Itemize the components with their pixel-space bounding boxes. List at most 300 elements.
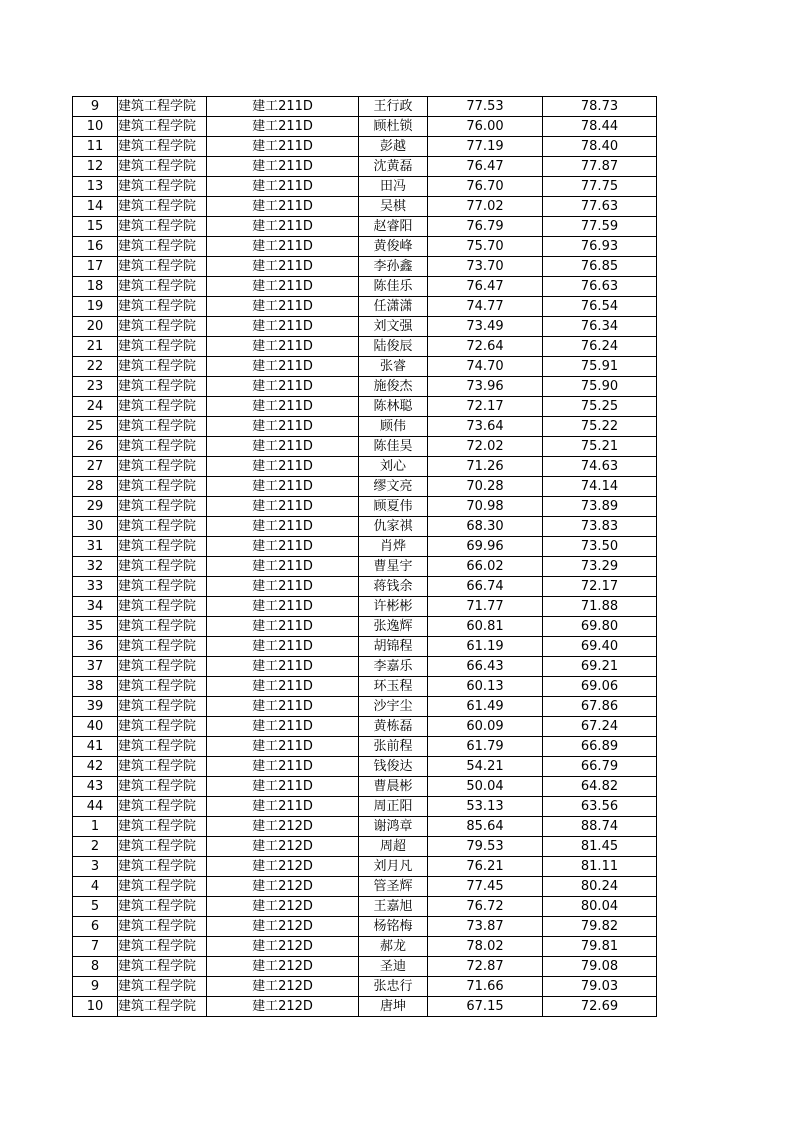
college-cell: 建筑工程学院 <box>118 517 207 537</box>
table-row <box>73 277 657 297</box>
row-number: 16 <box>73 237 118 257</box>
college-cell: 建筑工程学院 <box>118 837 207 857</box>
table-row <box>73 397 657 417</box>
class-cell: 建工211D <box>207 217 359 237</box>
student-name-cell: 周超 <box>359 837 428 857</box>
row-number: 21 <box>73 337 118 357</box>
table-row <box>73 497 657 517</box>
class-cell: 建工211D <box>207 617 359 637</box>
score-1-cell: 76.00 <box>428 117 543 137</box>
row-number: 30 <box>73 517 118 537</box>
score-1-cell: 61.49 <box>428 697 543 717</box>
table-row <box>73 697 657 717</box>
table-row <box>73 757 657 777</box>
class-cell: 建工211D <box>207 497 359 517</box>
student-name-cell: 张前程 <box>359 737 428 757</box>
score-1-cell: 54.21 <box>428 757 543 777</box>
score-2-cell: 78.40 <box>543 137 657 157</box>
row-number: 13 <box>73 177 118 197</box>
row-number: 42 <box>73 757 118 777</box>
score-1-cell: 66.43 <box>428 657 543 677</box>
class-cell: 建工212D <box>207 977 359 997</box>
table-row <box>73 817 657 837</box>
score-2-cell: 79.08 <box>543 957 657 977</box>
class-cell: 建工211D <box>207 677 359 697</box>
score-1-cell: 77.45 <box>428 877 543 897</box>
row-number: 28 <box>73 477 118 497</box>
table-row <box>73 617 657 637</box>
row-number: 22 <box>73 357 118 377</box>
class-cell: 建工211D <box>207 437 359 457</box>
score-2-cell: 77.59 <box>543 217 657 237</box>
score-2-cell: 76.24 <box>543 337 657 357</box>
student-name-cell: 张忠行 <box>359 977 428 997</box>
score-2-cell: 75.91 <box>543 357 657 377</box>
student-name-cell: 王嘉旭 <box>359 897 428 917</box>
class-cell: 建工211D <box>207 397 359 417</box>
score-2-cell: 79.81 <box>543 937 657 957</box>
row-number: 19 <box>73 297 118 317</box>
row-number: 7 <box>73 937 118 957</box>
score-2-cell: 73.29 <box>543 557 657 577</box>
score-2-cell: 79.03 <box>543 977 657 997</box>
score-1-cell: 53.13 <box>428 797 543 817</box>
college-cell: 建筑工程学院 <box>118 337 207 357</box>
score-2-cell: 79.82 <box>543 917 657 937</box>
student-name-cell: 蒋钱余 <box>359 577 428 597</box>
college-cell: 建筑工程学院 <box>118 357 207 377</box>
score-2-cell: 66.89 <box>543 737 657 757</box>
student-name-cell: 田冯 <box>359 177 428 197</box>
row-number: 10 <box>73 117 118 137</box>
student-name-cell: 张睿 <box>359 357 428 377</box>
score-2-cell: 76.85 <box>543 257 657 277</box>
class-cell: 建工212D <box>207 877 359 897</box>
college-cell: 建筑工程学院 <box>118 897 207 917</box>
college-cell: 建筑工程学院 <box>118 737 207 757</box>
class-cell: 建工211D <box>207 597 359 617</box>
student-name-cell: 张逸辉 <box>359 617 428 637</box>
class-cell: 建工211D <box>207 717 359 737</box>
college-cell: 建筑工程学院 <box>118 157 207 177</box>
student-name-cell: 施俊杰 <box>359 377 428 397</box>
college-cell: 建筑工程学院 <box>118 917 207 937</box>
student-name-cell: 顾夏伟 <box>359 497 428 517</box>
college-cell: 建筑工程学院 <box>118 317 207 337</box>
row-number: 9 <box>73 977 118 997</box>
college-cell: 建筑工程学院 <box>118 617 207 637</box>
table-row <box>73 557 657 577</box>
student-name-cell: 李孙鑫 <box>359 257 428 277</box>
table-row <box>73 597 657 617</box>
class-cell: 建工212D <box>207 857 359 877</box>
college-cell: 建筑工程学院 <box>118 457 207 477</box>
student-name-cell: 谢鸿章 <box>359 817 428 837</box>
class-cell: 建工211D <box>207 737 359 757</box>
table-row <box>73 377 657 397</box>
college-cell: 建筑工程学院 <box>118 397 207 417</box>
row-number: 15 <box>73 217 118 237</box>
table-row <box>73 897 657 917</box>
table-row <box>73 837 657 857</box>
table-row <box>73 117 657 137</box>
student-name-cell: 沙宇尘 <box>359 697 428 717</box>
row-number: 41 <box>73 737 118 757</box>
college-cell: 建筑工程学院 <box>118 257 207 277</box>
class-cell: 建工211D <box>207 237 359 257</box>
class-cell: 建工211D <box>207 517 359 537</box>
score-1-cell: 76.70 <box>428 177 543 197</box>
class-cell: 建工211D <box>207 797 359 817</box>
score-1-cell: 72.02 <box>428 437 543 457</box>
table-row <box>73 317 657 337</box>
score-1-cell: 76.47 <box>428 157 543 177</box>
score-1-cell: 60.81 <box>428 617 543 637</box>
row-number: 4 <box>73 877 118 897</box>
table-row <box>73 917 657 937</box>
row-number: 10 <box>73 997 118 1017</box>
score-2-cell: 75.25 <box>543 397 657 417</box>
table-row <box>73 457 657 477</box>
score-2-cell: 73.89 <box>543 497 657 517</box>
score-1-cell: 73.64 <box>428 417 543 437</box>
class-cell: 建工212D <box>207 837 359 857</box>
student-name-cell: 沈黄磊 <box>359 157 428 177</box>
class-cell: 建工211D <box>207 417 359 437</box>
row-number: 29 <box>73 497 118 517</box>
college-cell: 建筑工程学院 <box>118 637 207 657</box>
score-1-cell: 77.02 <box>428 197 543 217</box>
student-name-cell: 杨铭梅 <box>359 917 428 937</box>
row-number: 38 <box>73 677 118 697</box>
row-number: 3 <box>73 857 118 877</box>
college-cell: 建筑工程学院 <box>118 557 207 577</box>
table-row <box>73 157 657 177</box>
college-cell: 建筑工程学院 <box>118 297 207 317</box>
class-cell: 建工211D <box>207 97 359 117</box>
college-cell: 建筑工程学院 <box>118 137 207 157</box>
row-number: 34 <box>73 597 118 617</box>
score-2-cell: 77.63 <box>543 197 657 217</box>
student-name-cell: 陆俊辰 <box>359 337 428 357</box>
score-1-cell: 66.74 <box>428 577 543 597</box>
score-2-cell: 81.45 <box>543 837 657 857</box>
class-cell: 建工211D <box>207 757 359 777</box>
class-cell: 建工211D <box>207 357 359 377</box>
college-cell: 建筑工程学院 <box>118 97 207 117</box>
class-cell: 建工211D <box>207 577 359 597</box>
score-1-cell: 70.28 <box>428 477 543 497</box>
score-1-cell: 78.02 <box>428 937 543 957</box>
table-row <box>73 137 657 157</box>
class-cell: 建工211D <box>207 657 359 677</box>
table-row <box>73 717 657 737</box>
class-cell: 建工211D <box>207 637 359 657</box>
table-row <box>73 977 657 997</box>
college-cell: 建筑工程学院 <box>118 597 207 617</box>
table-row <box>73 197 657 217</box>
student-name-cell: 黄栋磊 <box>359 717 428 737</box>
class-cell: 建工211D <box>207 117 359 137</box>
class-cell: 建工211D <box>207 157 359 177</box>
score-1-cell: 50.04 <box>428 777 543 797</box>
college-cell: 建筑工程学院 <box>118 537 207 557</box>
student-name-cell: 黄俊峰 <box>359 237 428 257</box>
score-2-cell: 78.44 <box>543 117 657 137</box>
score-1-cell: 72.64 <box>428 337 543 357</box>
score-2-cell: 80.24 <box>543 877 657 897</box>
student-name-cell: 曹晨彬 <box>359 777 428 797</box>
college-cell: 建筑工程学院 <box>118 797 207 817</box>
college-cell: 建筑工程学院 <box>118 497 207 517</box>
score-1-cell: 69.96 <box>428 537 543 557</box>
row-number: 24 <box>73 397 118 417</box>
table-row <box>73 257 657 277</box>
score-2-cell: 69.21 <box>543 657 657 677</box>
student-name-cell: 管圣辉 <box>359 877 428 897</box>
score-2-cell: 78.73 <box>543 97 657 117</box>
table-row <box>73 637 657 657</box>
row-number: 14 <box>73 197 118 217</box>
class-cell: 建工211D <box>207 537 359 557</box>
score-1-cell: 76.47 <box>428 277 543 297</box>
table-row <box>73 477 657 497</box>
college-cell: 建筑工程学院 <box>118 697 207 717</box>
score-2-cell: 81.11 <box>543 857 657 877</box>
score-1-cell: 76.79 <box>428 217 543 237</box>
student-name-cell: 唐坤 <box>359 997 428 1017</box>
score-1-cell: 71.77 <box>428 597 543 617</box>
class-cell: 建工212D <box>207 957 359 977</box>
class-cell: 建工212D <box>207 937 359 957</box>
student-name-cell: 顾伟 <box>359 417 428 437</box>
college-cell: 建筑工程学院 <box>118 477 207 497</box>
row-number: 35 <box>73 617 118 637</box>
student-name-cell: 刘文强 <box>359 317 428 337</box>
student-name-cell: 环玉程 <box>359 677 428 697</box>
table-row <box>73 657 657 677</box>
row-number: 27 <box>73 457 118 477</box>
row-number: 44 <box>73 797 118 817</box>
score-2-cell: 69.06 <box>543 677 657 697</box>
score-2-cell: 77.87 <box>543 157 657 177</box>
class-cell: 建工211D <box>207 137 359 157</box>
table-row <box>73 937 657 957</box>
table-row <box>73 417 657 437</box>
table-row <box>73 997 657 1017</box>
row-number: 1 <box>73 817 118 837</box>
class-cell: 建工211D <box>207 477 359 497</box>
college-cell: 建筑工程学院 <box>118 857 207 877</box>
score-1-cell: 71.66 <box>428 977 543 997</box>
row-number: 37 <box>73 657 118 677</box>
college-cell: 建筑工程学院 <box>118 817 207 837</box>
grades-table <box>72 96 657 1017</box>
score-2-cell: 76.93 <box>543 237 657 257</box>
score-2-cell: 66.79 <box>543 757 657 777</box>
class-cell: 建工211D <box>207 197 359 217</box>
college-cell: 建筑工程学院 <box>118 437 207 457</box>
student-name-cell: 刘月凡 <box>359 857 428 877</box>
row-number: 6 <box>73 917 118 937</box>
student-name-cell: 胡锦程 <box>359 637 428 657</box>
score-2-cell: 67.86 <box>543 697 657 717</box>
college-cell: 建筑工程学院 <box>118 717 207 737</box>
table-row <box>73 797 657 817</box>
score-2-cell: 77.75 <box>543 177 657 197</box>
score-2-cell: 67.24 <box>543 717 657 737</box>
college-cell: 建筑工程学院 <box>118 757 207 777</box>
score-1-cell: 72.17 <box>428 397 543 417</box>
class-cell: 建工211D <box>207 557 359 577</box>
score-1-cell: 79.53 <box>428 837 543 857</box>
student-name-cell: 吴棋 <box>359 197 428 217</box>
class-cell: 建工211D <box>207 377 359 397</box>
score-2-cell: 76.63 <box>543 277 657 297</box>
college-cell: 建筑工程学院 <box>118 977 207 997</box>
student-name-cell: 许彬彬 <box>359 597 428 617</box>
row-number: 8 <box>73 957 118 977</box>
table-row <box>73 737 657 757</box>
student-name-cell: 陈佳乐 <box>359 277 428 297</box>
score-1-cell: 76.72 <box>428 897 543 917</box>
row-number: 32 <box>73 557 118 577</box>
row-number: 20 <box>73 317 118 337</box>
student-name-cell: 缪文亮 <box>359 477 428 497</box>
student-name-cell: 曹星宇 <box>359 557 428 577</box>
student-name-cell: 陈林聪 <box>359 397 428 417</box>
row-number: 39 <box>73 697 118 717</box>
score-1-cell: 74.70 <box>428 357 543 377</box>
student-name-cell: 李嘉乐 <box>359 657 428 677</box>
row-number: 17 <box>73 257 118 277</box>
college-cell: 建筑工程学院 <box>118 657 207 677</box>
score-2-cell: 71.88 <box>543 597 657 617</box>
college-cell: 建筑工程学院 <box>118 377 207 397</box>
row-number: 11 <box>73 137 118 157</box>
score-1-cell: 73.87 <box>428 917 543 937</box>
row-number: 2 <box>73 837 118 857</box>
score-1-cell: 60.09 <box>428 717 543 737</box>
college-cell: 建筑工程学院 <box>118 937 207 957</box>
score-2-cell: 72.69 <box>543 997 657 1017</box>
score-2-cell: 69.80 <box>543 617 657 637</box>
score-1-cell: 77.53 <box>428 97 543 117</box>
score-1-cell: 77.19 <box>428 137 543 157</box>
student-name-cell: 陈佳昊 <box>359 437 428 457</box>
class-cell: 建工211D <box>207 337 359 357</box>
college-cell: 建筑工程学院 <box>118 237 207 257</box>
score-1-cell: 76.21 <box>428 857 543 877</box>
score-2-cell: 76.54 <box>543 297 657 317</box>
row-number: 25 <box>73 417 118 437</box>
college-cell: 建筑工程学院 <box>118 217 207 237</box>
score-1-cell: 73.70 <box>428 257 543 277</box>
row-number: 43 <box>73 777 118 797</box>
row-number: 9 <box>73 97 118 117</box>
score-2-cell: 75.21 <box>543 437 657 457</box>
table-row <box>73 577 657 597</box>
score-1-cell: 68.30 <box>428 517 543 537</box>
college-cell: 建筑工程学院 <box>118 777 207 797</box>
table-row <box>73 957 657 977</box>
row-number: 31 <box>73 537 118 557</box>
score-2-cell: 64.82 <box>543 777 657 797</box>
college-cell: 建筑工程学院 <box>118 277 207 297</box>
student-name-cell: 钱俊达 <box>359 757 428 777</box>
score-1-cell: 70.98 <box>428 497 543 517</box>
score-2-cell: 73.83 <box>543 517 657 537</box>
class-cell: 建工211D <box>207 177 359 197</box>
table-row <box>73 97 657 117</box>
row-number: 12 <box>73 157 118 177</box>
row-number: 40 <box>73 717 118 737</box>
table-row <box>73 437 657 457</box>
class-cell: 建工212D <box>207 817 359 837</box>
table-row <box>73 857 657 877</box>
score-1-cell: 85.64 <box>428 817 543 837</box>
class-cell: 建工211D <box>207 317 359 337</box>
score-2-cell: 73.50 <box>543 537 657 557</box>
score-1-cell: 75.70 <box>428 237 543 257</box>
class-cell: 建工211D <box>207 277 359 297</box>
score-1-cell: 72.87 <box>428 957 543 977</box>
college-cell: 建筑工程学院 <box>118 117 207 137</box>
table-row <box>73 877 657 897</box>
student-name-cell: 刘心 <box>359 457 428 477</box>
grades-table-body <box>73 97 657 1017</box>
score-1-cell: 74.77 <box>428 297 543 317</box>
score-2-cell: 74.63 <box>543 457 657 477</box>
score-2-cell: 74.14 <box>543 477 657 497</box>
table-row <box>73 357 657 377</box>
table-row <box>73 337 657 357</box>
student-name-cell: 彭越 <box>359 137 428 157</box>
student-name-cell: 郝龙 <box>359 937 428 957</box>
score-2-cell: 72.17 <box>543 577 657 597</box>
student-name-cell: 仇家祺 <box>359 517 428 537</box>
row-number: 33 <box>73 577 118 597</box>
score-2-cell: 63.56 <box>543 797 657 817</box>
college-cell: 建筑工程学院 <box>118 197 207 217</box>
college-cell: 建筑工程学院 <box>118 577 207 597</box>
score-2-cell: 75.22 <box>543 417 657 437</box>
score-2-cell: 75.90 <box>543 377 657 397</box>
student-name-cell: 任潇潇 <box>359 297 428 317</box>
score-1-cell: 67.15 <box>428 997 543 1017</box>
score-2-cell: 76.34 <box>543 317 657 337</box>
class-cell: 建工211D <box>207 457 359 477</box>
college-cell: 建筑工程学院 <box>118 997 207 1017</box>
table-row <box>73 517 657 537</box>
class-cell: 建工212D <box>207 897 359 917</box>
table-row <box>73 297 657 317</box>
score-1-cell: 60.13 <box>428 677 543 697</box>
row-number: 36 <box>73 637 118 657</box>
score-2-cell: 69.40 <box>543 637 657 657</box>
class-cell: 建工212D <box>207 917 359 937</box>
student-name-cell: 顾杜锁 <box>359 117 428 137</box>
row-number: 5 <box>73 897 118 917</box>
college-cell: 建筑工程学院 <box>118 417 207 437</box>
college-cell: 建筑工程学院 <box>118 677 207 697</box>
score-2-cell: 80.04 <box>543 897 657 917</box>
score-1-cell: 61.19 <box>428 637 543 657</box>
college-cell: 建筑工程学院 <box>118 877 207 897</box>
score-1-cell: 61.79 <box>428 737 543 757</box>
class-cell: 建工211D <box>207 257 359 277</box>
class-cell: 建工211D <box>207 697 359 717</box>
